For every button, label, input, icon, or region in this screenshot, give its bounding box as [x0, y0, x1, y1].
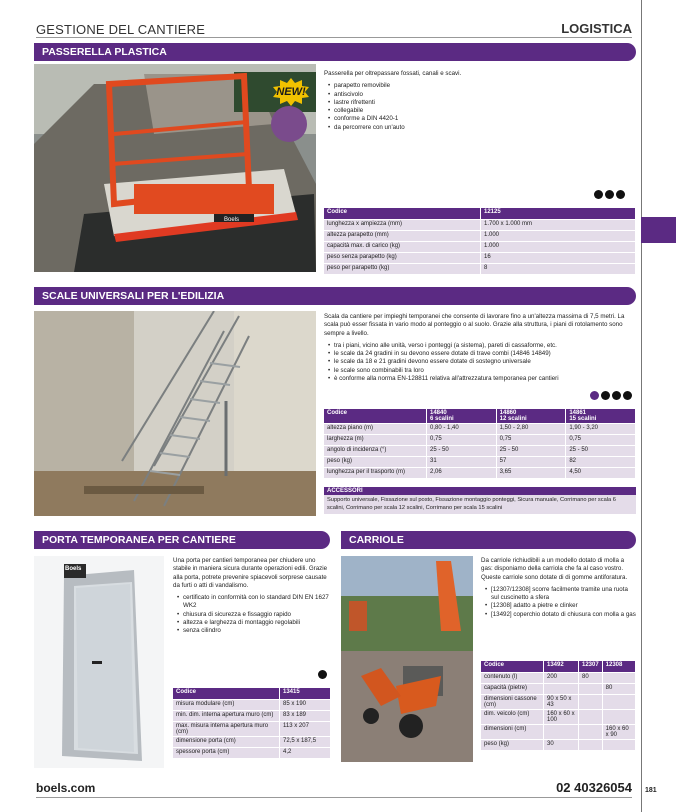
accessories-label: ACCESSORI: [324, 487, 636, 495]
spec-label: spessore porta (cm): [173, 748, 280, 759]
scale-icons: [590, 391, 632, 400]
table-header: Codice: [481, 661, 544, 673]
carriole-bullet: • [12307/12308] scorre facilmente tramite una ruota sul cuscinetto a sfera: [487, 586, 636, 603]
spec-value: 16: [481, 253, 636, 264]
carriole-bullet: • [12308] adatto a pietre e clinker: [487, 602, 636, 610]
spec-value: 1.000: [481, 242, 636, 253]
spec-value: 30: [544, 740, 579, 751]
table-row: [481, 695, 636, 710]
table-header: 12308: [602, 661, 635, 673]
table-row: [173, 748, 331, 759]
scale-photo: [34, 311, 316, 516]
section-title: GESTIONE DEL CANTIERE: [36, 22, 206, 37]
spec-value: 160 x 60 x 100: [544, 710, 579, 725]
header-code: 14860: [499, 410, 517, 416]
header-divider: [36, 37, 632, 38]
svg-text:Boels: Boels: [224, 217, 240, 223]
spec-value: [602, 673, 635, 684]
table-header: [496, 409, 566, 424]
porta-intro: Una porta per cantieri temporanea per chiudere uno stabile in maniera sicura durante operazioni edili. Grazie alla porta, potrete prevenire spiacevoli sorprese causate da furti o atti di vandalismo.: [173, 557, 328, 589]
porta-photo: [34, 556, 164, 768]
footer-phone: 02 40326054: [556, 780, 632, 795]
transport-icon: [601, 391, 610, 400]
spec-value: 0,80 - 1,40: [427, 424, 497, 435]
table-row: [481, 740, 636, 751]
table-row: [324, 468, 636, 479]
spec-value: 80: [602, 684, 635, 695]
table-row: [324, 242, 636, 253]
table-header: [427, 409, 497, 424]
table-header: 13415: [280, 688, 331, 700]
spec-label: larghezza (m): [324, 435, 427, 446]
carriole-description: [481, 557, 636, 619]
spec-label: capacità max. di carico (kg): [324, 242, 481, 253]
spec-value: 85 x 190: [280, 700, 331, 711]
porta-title: PORTA TEMPORANEA PER CANTIERE: [42, 534, 236, 546]
spec-value: 82: [566, 457, 636, 468]
spec-value: 83 x 189: [280, 711, 331, 722]
carriole-title: CARRIOLE: [349, 534, 404, 546]
carriole-bullet: • [13492] coperchio dotato di chiusura con molla a gas: [487, 611, 636, 619]
passerella-bullet: • parapetto removibile: [330, 82, 629, 90]
porta-logo: Boels: [65, 566, 82, 572]
scale-bullet: • è conforme alla norma EN-128811 relativa all'attrezzatura temporanea per cantieri: [330, 375, 634, 383]
porta-spec-table: [173, 688, 331, 758]
table-row: [324, 424, 636, 435]
spec-label: altezza parapetto (mm): [324, 231, 481, 242]
porta-bullet: • altezza e larghezza di montaggio regolabili: [179, 619, 331, 627]
spec-value: 8: [481, 264, 636, 275]
spec-value: [578, 684, 602, 695]
passerella-bullet: • conforme a DIN 4420-1: [330, 115, 629, 123]
scale-intro: Scala da cantiere per impieghi temporanei che consente di lavorare fino a un'altezza massima di 7,5 metri. La scala può esser fissata in vario modo al ponteggio o al suolo. Grazie alla struttura, i piani di rotolamento sono sempre a livello.: [324, 313, 625, 337]
spec-value: 160 x 60 x 90: [602, 725, 635, 740]
table-row: [481, 710, 636, 725]
spec-value: [602, 740, 635, 751]
table-row: [324, 264, 636, 275]
scale-bullet: • le scale da 18 e 21 gradini devono essere dotate di sostegno universale: [330, 358, 634, 366]
page-number: 181: [645, 787, 657, 794]
header-code: 14840: [430, 410, 447, 416]
table-header: Codice: [173, 688, 280, 700]
spec-value: [578, 740, 602, 751]
footer-website[interactable]: boels.com: [36, 781, 96, 795]
spec-label: dim. veicolo (cm): [481, 710, 544, 725]
passerella-bullet: • lastre rifrettenti: [330, 99, 629, 107]
spec-value: 25 - 50: [496, 446, 566, 457]
table-header: 13492: [544, 661, 579, 673]
scale-bullet: • le scale da 24 gradini in su devono essere dotate di trave combi (14846 14849): [330, 350, 634, 358]
passerella-bullet: • antiscivolo: [330, 91, 629, 99]
spec-value: [578, 710, 602, 725]
spec-value: 25 - 50: [427, 446, 497, 457]
spec-value: 4,50: [566, 468, 636, 479]
vehicle-icon: [623, 391, 632, 400]
margin-line: [641, 0, 642, 812]
spec-value: 0,75: [496, 435, 566, 446]
porta-description: [173, 557, 331, 636]
spec-value: 1.700 x 1.000 mm: [481, 220, 636, 231]
header-sub: 12 scalini: [499, 416, 527, 422]
header-code: Codice: [327, 410, 348, 416]
passerella-spec-table: [324, 208, 636, 274]
table-header: [324, 409, 427, 424]
spec-label: max. misura interna apertura muro (cm): [173, 722, 280, 737]
table-row: [173, 737, 331, 748]
carriole-photo: [341, 556, 473, 762]
spec-value: 57: [496, 457, 566, 468]
scale-accessories: [324, 487, 636, 514]
spec-label: dimensione porta (cm): [173, 737, 280, 748]
passerella-bullet: • da percorrere con un'auto: [330, 124, 629, 132]
spec-value: 3,65: [496, 468, 566, 479]
table-row: [324, 231, 636, 242]
header-sub: 6 scalini: [430, 416, 454, 422]
table-header: [566, 409, 636, 424]
transport-icon: [612, 391, 621, 400]
new-badge-label: NEW!: [276, 86, 306, 98]
spec-label: peso (kg): [324, 457, 427, 468]
glove-icon: [605, 190, 614, 199]
scale-spec-table: [324, 409, 636, 478]
spec-value: [602, 695, 635, 710]
table-row: [173, 700, 331, 711]
spec-value: 80: [578, 673, 602, 684]
carriole-title-bar: [341, 531, 636, 549]
scale-bullet: • le scale sono combinabili tra loro: [330, 367, 634, 375]
table-row: [481, 673, 636, 684]
table-row: [481, 725, 636, 740]
spec-label: lunghezza per il trasporto (m): [324, 468, 427, 479]
spec-value: [578, 725, 602, 740]
passerella-icons: [594, 190, 625, 199]
vehicle-icon: [616, 190, 625, 199]
footer-divider: [36, 797, 632, 798]
spec-value: 113 x 207: [280, 722, 331, 737]
porta-bullet: • senza cilindro: [179, 627, 331, 635]
spec-value: 4,2: [280, 748, 331, 759]
spec-value: [544, 684, 579, 695]
spec-label: min. dim. interna apertura muro (cm): [173, 711, 280, 722]
category-title: LOGISTICA: [561, 21, 632, 36]
table-row: [173, 722, 331, 737]
spec-label: contenuto (l): [481, 673, 544, 684]
chapter-tab: [641, 217, 676, 243]
table-row: [324, 435, 636, 446]
porta-icons: [318, 670, 327, 679]
spec-label: capacità (pietre): [481, 684, 544, 695]
spec-value: [544, 725, 579, 740]
spec-value: 200: [544, 673, 579, 684]
passerella-intro: Passerella per oltrepassare fossati, canali e scavi.: [324, 70, 462, 77]
table-header: Codice: [324, 208, 481, 220]
porta-title-bar: [34, 531, 330, 549]
passerella-description: [324, 70, 629, 132]
spec-value: 1.000: [481, 231, 636, 242]
spec-label: dimensioni (cm): [481, 725, 544, 740]
spec-value: 0,75: [566, 435, 636, 446]
spec-value: 0,75: [427, 435, 497, 446]
spec-value: 1,50 - 2,80: [496, 424, 566, 435]
spec-value: 25 - 50: [566, 446, 636, 457]
porta-bullet: • chiusura di sicurezza e fissaggio rapido: [179, 611, 331, 619]
passerella-title: PASSERELLA PLASTICA: [42, 46, 167, 58]
spec-label: angolo di incidenza (°): [324, 446, 427, 457]
spec-value: 1,90 - 3,20: [566, 424, 636, 435]
table-row: [324, 253, 636, 264]
new-badge: [271, 78, 311, 106]
table-row: [324, 220, 636, 231]
spec-label: altezza piano (m): [324, 424, 427, 435]
spec-value: [602, 710, 635, 725]
porta-bullet: • certificato in conformità con lo standard DIN EN 1627 WK2: [179, 594, 331, 611]
table-row: [481, 684, 636, 695]
scale-description: [324, 313, 634, 383]
spec-label: misura modulare (cm): [173, 700, 280, 711]
spec-value: 31: [427, 457, 497, 468]
table-header: 12307: [578, 661, 602, 673]
transport-icon: [594, 190, 603, 199]
spec-label: peso per parapetto (kg): [324, 264, 481, 275]
table-header: 12125: [481, 208, 636, 220]
spec-label: lunghezza x ampiezza (mm): [324, 220, 481, 231]
spec-value: 2,06: [427, 468, 497, 479]
scale-title-bar: [34, 287, 636, 305]
accessories-text: Supporto universale, Fissazione sul posto, Fissazione montaggio ponteggi, Sicura manuale, Corrimano per scala 6 scalini, Corrimano per scala 12 scalini, Corrimano per scala 15 scalini: [324, 495, 636, 514]
table-row: [173, 711, 331, 722]
header-code: 14861: [569, 410, 586, 416]
spec-value: [578, 695, 602, 710]
scale-bullet: • tra i piani, vicino alle unità, verso i ponteggi (a sistema), pareti di cassaforme, etc.: [330, 342, 634, 350]
passerella-title-bar: [34, 43, 636, 61]
info-icon: [590, 391, 599, 400]
spec-label: peso senza parapetto (kg): [324, 253, 481, 264]
carriole-intro: Da carriole richiudibili a un modello dotato di molla a gas: disponiamo della carriola che fa al caso vostro. Queste carriole sono dotate di di gomme antiforatura.: [481, 557, 628, 581]
header-sub: 15 scalini: [569, 416, 597, 422]
table-row: [324, 446, 636, 457]
spec-value: 72,5 x 187,5: [280, 737, 331, 748]
spec-label: dimensioni cassone (cm): [481, 695, 544, 710]
spec-value: 90 x 50 x 43: [544, 695, 579, 710]
transport-icon: [318, 670, 327, 679]
spec-label: peso (kg): [481, 740, 544, 751]
passerella-bullet: • collegabile: [330, 107, 629, 115]
carriole-spec-table: [481, 661, 636, 750]
scale-title: SCALE UNIVERSALI PER L'EDILIZIA: [42, 290, 225, 302]
table-row: [324, 457, 636, 468]
